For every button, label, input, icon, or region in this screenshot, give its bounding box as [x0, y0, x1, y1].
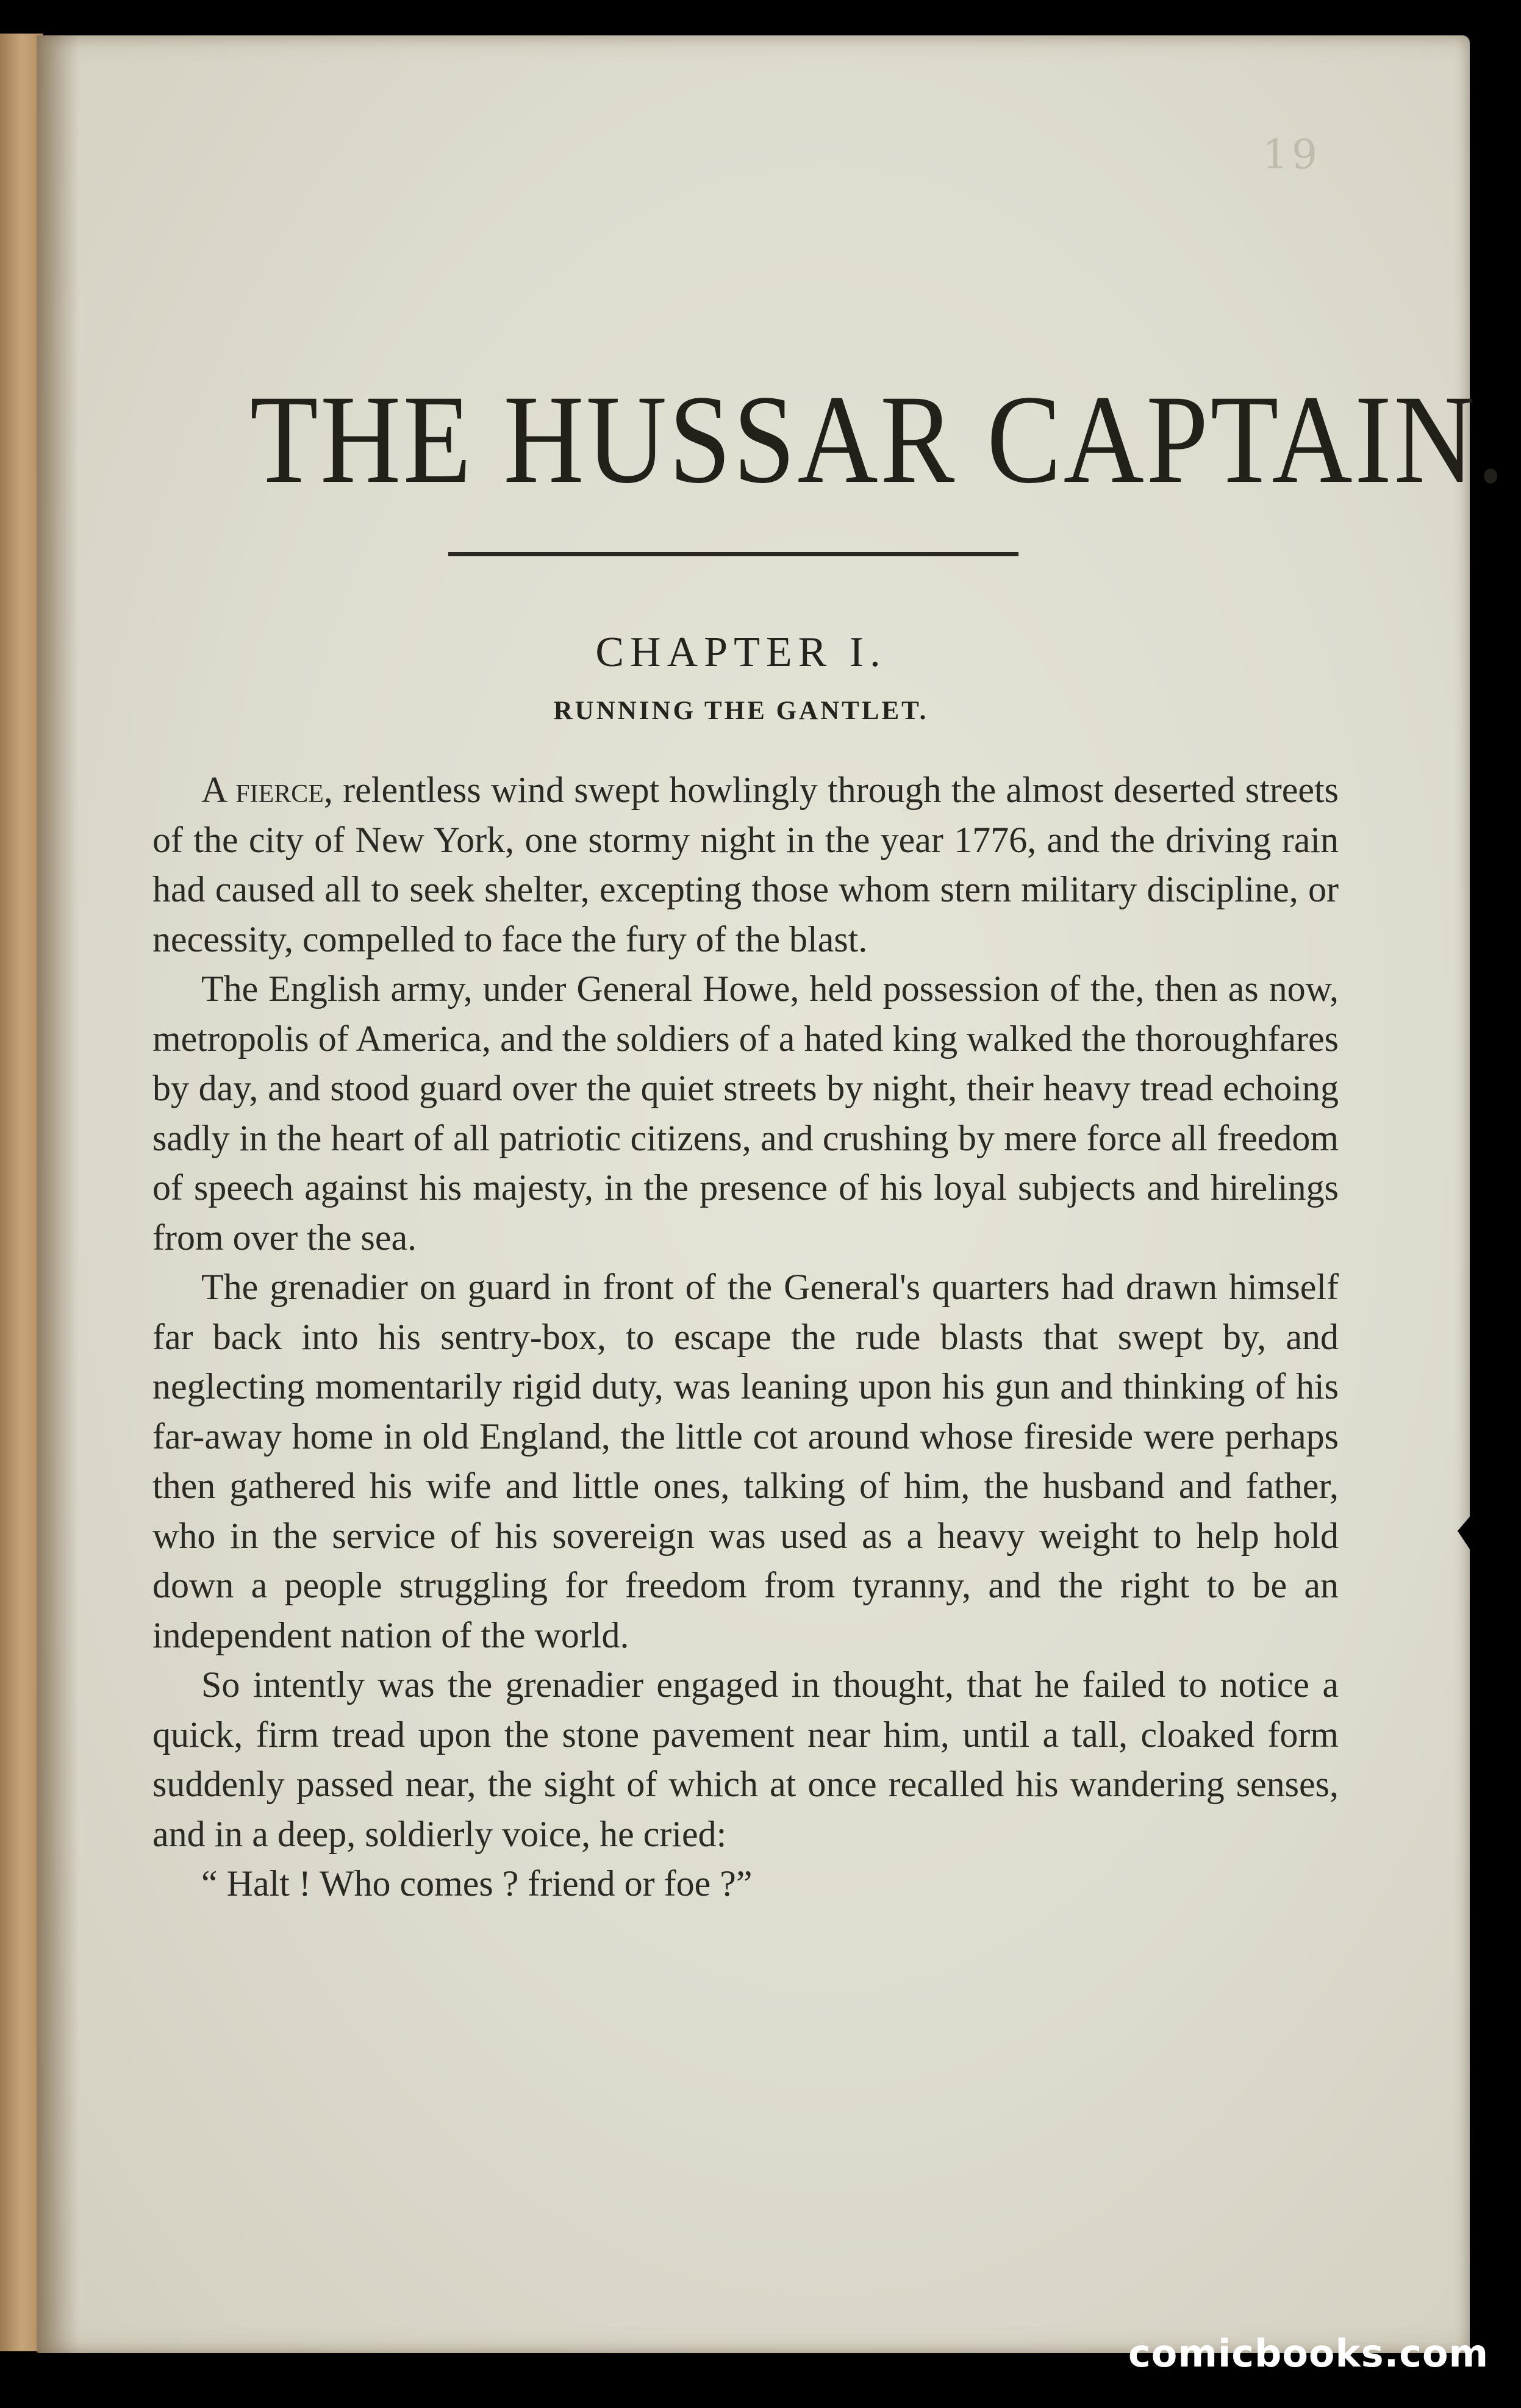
chapter-heading: CHAPTER I. — [595, 629, 887, 676]
chapter-subtitle: RUNNING THE GANTLET. — [553, 697, 929, 725]
body-text — [152, 765, 1339, 1909]
paragraph-text: relentless wind swept howlingly through the almost deserted streets of the city of New York, one stormy night in the year 1776, and the driving rain had caused all to seek shelter, excepting those whom stern military discipline, or necessity, compelled to face the fury of the blast. — [152, 770, 1339, 959]
paragraph: So intently was the grenadier engaged in thought, that he failed to notice a quick, firm tread upon the stone pavement near him, until a tall, cloaked form suddenly passed near, the sight of which at once recalled his wandering senses, and in a deep, soldierly voice, he cried: — [152, 1664, 1339, 1854]
folio-number: 19 — [1262, 131, 1321, 178]
paragraph — [152, 765, 1339, 964]
title-rule — [448, 552, 1018, 556]
paragraph: The grenadier on guard in front of the General's quarters had drawn himself far back into his sentry-box, to escape the rude blasts that swept by, and neglecting momentarily rigid duty, was leaning upon his gun and thinking of his far-away home in old England, the little cot around whose fireside were perhaps then gathered his wife and little ones, talking of him, the husband and father, who in the service of his sovereign was used as a heavy weight to help hold down a people struggling for freedom from tyranny, and the right to be an independent nation of the world. — [152, 1267, 1339, 1655]
torn-page-edge — [1458, 1488, 1494, 1586]
paragraph: The English army, under General Howe, held possession of the, then as now, metropolis of America, and the soldiers of a hated king walked the thoroughfares by day, and stood guard over the quiet streets by night, their heavy tread echoing sadly in the heart of all patriotic citizens, and crushing by mere force all freedom of speech against his majesty, in the presence of his loyal subjects and hirelings from over the sea. — [152, 969, 1339, 1258]
watermark: comicbooks.com — [1128, 2331, 1489, 2376]
paragraph-lead: A fierce, — [201, 770, 333, 810]
paragraph: “ Halt ! Who comes ? friend or foe ?” — [201, 1863, 753, 1904]
page-title: THE HUSSAR CAPTAIN. — [249, 369, 1507, 509]
gutter-shadow — [37, 35, 79, 2353]
